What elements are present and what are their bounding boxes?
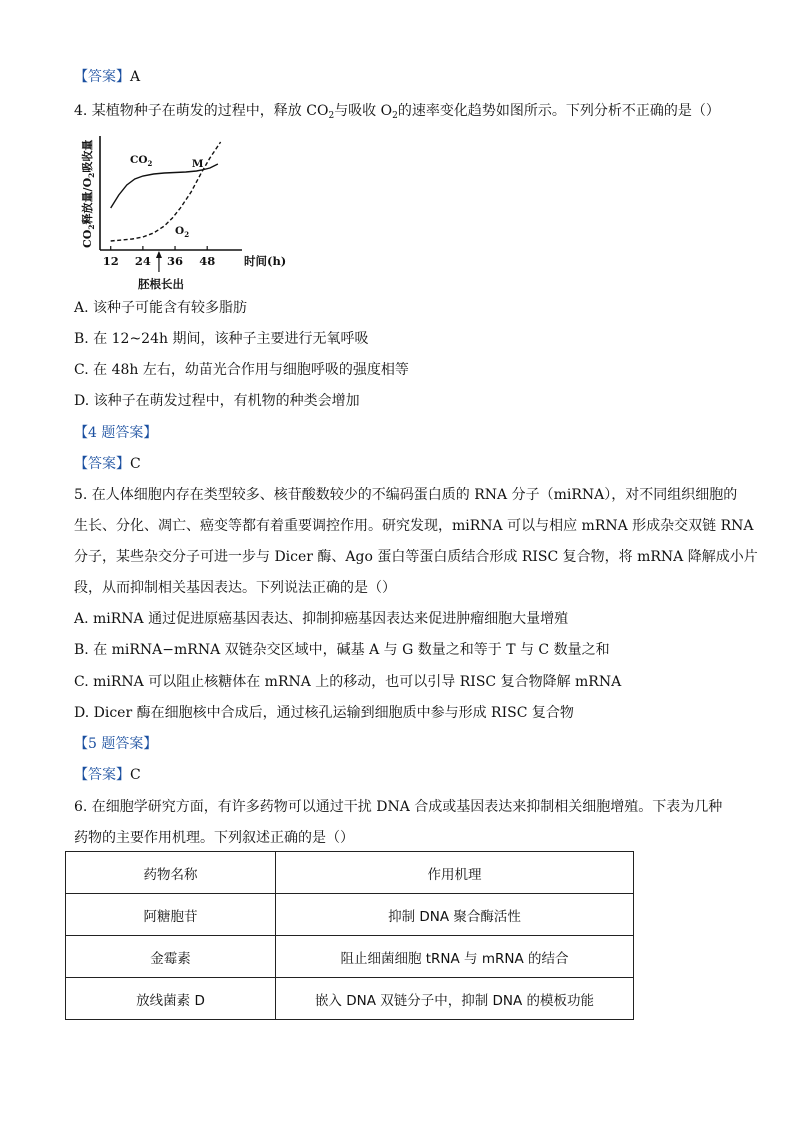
- series-label-co2: [130, 154, 153, 168]
- q5-stem-line-1: 5. 在人体细胞内存在类型较多、核苷酸数较少的不编码蛋白质的 RNA 分子（miRNA），对不同组织细胞的: [74, 487, 738, 503]
- table-cell: 金霉素: [66, 936, 276, 978]
- q5-option-d: D. Dicer 酶在细胞核中合成后，通过核孔运输到细胞质中参与形成 RISC 复合物: [74, 705, 574, 721]
- y-axis-label-part: 吸收量: [81, 139, 94, 173]
- answer-tag: 【答案】: [74, 767, 130, 783]
- table-cell: 阿糖胞苷: [66, 894, 276, 936]
- q5-stem-line-2: 生长、分化、凋亡、癌变等都有着重要调控作用。研究发现，miRNA 可以与相应 mRNA 形成杂交双链 RNA: [74, 518, 754, 534]
- table-header-row: [66, 852, 634, 894]
- table-cell: 阻止细菌细胞 tRNA 与 mRNA 的结合: [276, 936, 634, 978]
- table-row: [66, 936, 634, 978]
- y-axis-label-part: 释放量/O: [81, 177, 94, 225]
- q5-option-b: B. 在 miRNA−mRNA 双链杂交区域中，碱基 A 与 G 数量之和等于 T 与 C 数量之和: [74, 642, 610, 658]
- series-label-part: O: [175, 225, 185, 237]
- series-label-o2: [175, 225, 189, 239]
- y-axis-label: [80, 140, 96, 248]
- x-tick-label: 48: [199, 254, 216, 268]
- annotation-arrow-head: [156, 251, 162, 258]
- q4-option-c: C. 在 48h 左右，幼苗光合作用与细胞呼吸的强度相等: [74, 362, 409, 378]
- point-label-m: M: [191, 158, 204, 170]
- answer-value: C: [130, 456, 141, 472]
- x-tick-label: 24: [134, 254, 151, 268]
- q5-section-tag: 【5 题答案】: [74, 736, 158, 752]
- chart-labels: [80, 140, 286, 291]
- answer-value: A: [130, 69, 141, 85]
- subscript: 2: [392, 111, 398, 121]
- respiration-rate-chart: [74, 128, 294, 300]
- y-axis-label-subscript: 2: [87, 172, 96, 178]
- stem-text: 4. 某植物种子在萌发的过程中，释放 CO: [74, 103, 329, 119]
- table-header-cell: 作用机理: [276, 852, 634, 894]
- annotation-label: 胚根长出: [137, 277, 184, 291]
- q4-section-tag: 【4 题答案】: [74, 425, 158, 441]
- q5-stem-line-4: 段，从而抑制相关基因表达。下列说法正确的是（）: [74, 580, 396, 596]
- answer-tag: 【答案】: [74, 69, 130, 85]
- stem-text: 的速率变化趋势如图所示。下列分析不正确的是（）: [397, 103, 720, 119]
- answer-value: C: [130, 767, 141, 783]
- drug-mechanism-table: [65, 851, 634, 1020]
- q4-option-b: B. 在 12~24h 期间，该种子主要进行无氧呼吸: [74, 331, 369, 347]
- table-header-cell: 药物名称: [66, 852, 276, 894]
- q3-answer: [74, 66, 140, 86]
- y-axis-label-part: CO: [81, 229, 94, 248]
- table-cell: 放线菌素 D: [66, 978, 276, 1020]
- answer-tag: 【答案】: [74, 456, 130, 472]
- table-row: [66, 894, 634, 936]
- series-label-subscript: 2: [184, 230, 190, 239]
- q6-stem-line-1: 6. 在细胞学研究方面，有许多药物可以通过干扰 DNA 合成或基因表达来抑制相关细胞增殖。下表为几种: [74, 799, 723, 815]
- chart-series: [111, 142, 221, 241]
- x-axis-label: 时间(h): [244, 254, 287, 268]
- q5-stem-line-3: 分子，某些杂交分子可进一步与 Dicer 酶、Ago 蛋白等蛋白质结合形成 RISC 复合物，将 mRNA 降解成小片: [74, 549, 758, 565]
- series-label-subscript: 2: [147, 159, 153, 168]
- subscript: 2: [328, 111, 335, 121]
- table-row: [66, 978, 634, 1020]
- q5-option-c: C. miRNA 可以阻止核糖体在 mRNA 上的移动，也可以引导 RISC 复合物降解 mRNA: [74, 674, 622, 690]
- q5-answer: [74, 764, 141, 784]
- stem-text: 与吸收 O: [334, 103, 393, 119]
- q5-option-a: A. miRNA 通过促进原癌基因表达、抑制抑癌基因表达来促进肿瘤细胞大量增殖: [74, 611, 569, 627]
- q6-stem-line-2: 药物的主要作用机理。下列叙述正确的是（）: [74, 830, 354, 846]
- q4-option-d: D. 该种子在萌发过程中，有机物的种类会增加: [74, 393, 360, 409]
- q4-stem: [74, 100, 720, 121]
- q4-answer: [74, 453, 141, 473]
- chart-axes: [100, 136, 242, 272]
- y-axis-label-subscript: 2: [87, 224, 96, 230]
- table-cell: 嵌入 DNA 双链分子中，抑制 DNA 的模板功能: [276, 978, 634, 1020]
- x-tick-label: 36: [167, 254, 184, 268]
- series-label-part: CO: [130, 154, 148, 166]
- series-o2-line: [111, 142, 221, 241]
- q4-option-a: A. 该种子可能含有较多脂肪: [74, 300, 248, 316]
- x-tick-label: 12: [102, 254, 119, 268]
- table-cell: 抑制 DNA 聚合酶活性: [276, 894, 634, 936]
